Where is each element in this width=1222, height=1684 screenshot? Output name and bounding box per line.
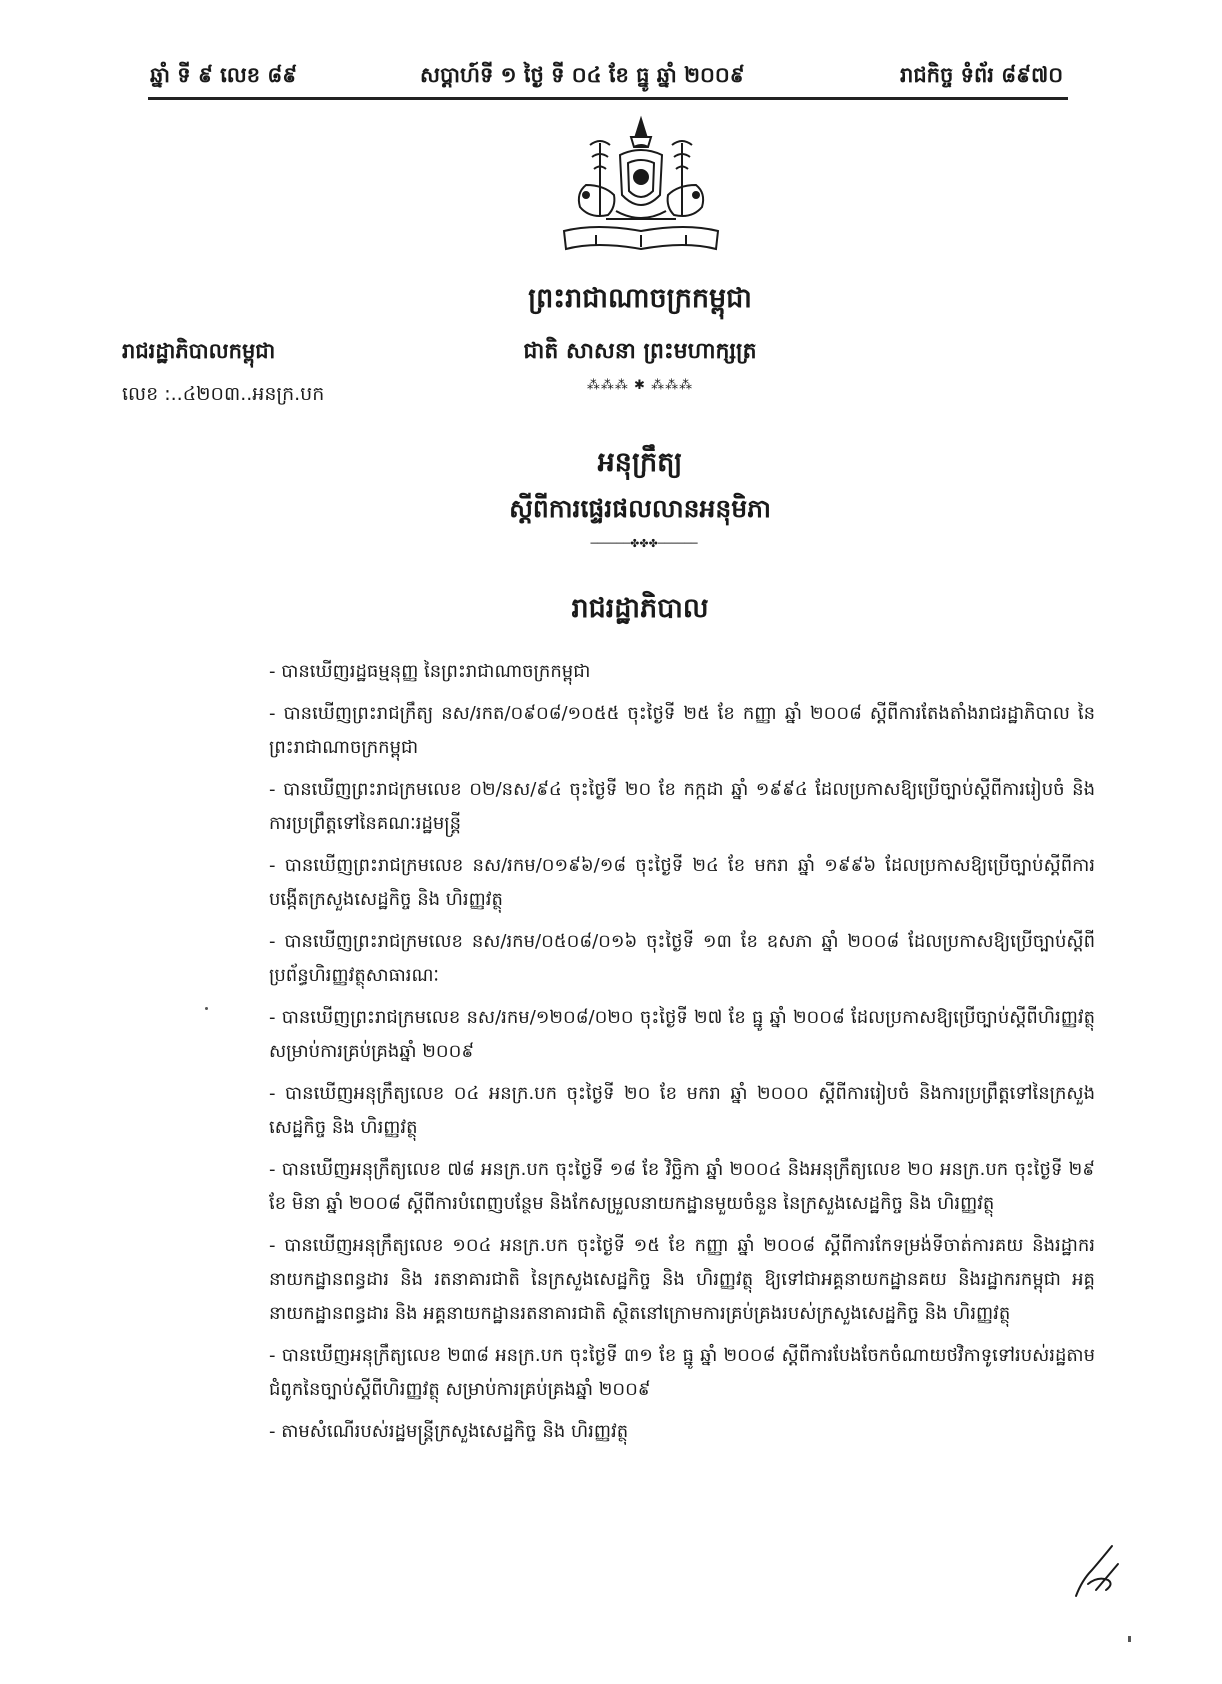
document-subtitle: ស្ដីពីការផ្ទេរផលលានអនុមិភា: [509, 494, 771, 523]
scan-speck: [205, 1007, 208, 1010]
preamble-item: - បានឃើញអនុក្រឹត្យលេខ ០៤ អនក្រ.បក ចុះថ្ងៃទី ២០ ខែ មករា ឆ្នាំ ២០០០ ស្ដីពីការរៀបចំ និងការប្រព្រឹត្តទៅនៃក្រសួងសេដ្ឋកិច្ច និង ហិរញ្ញវត្ថុ: [269, 1083, 1095, 1138]
authority-heading: រាជរដ្ឋាភិបាល: [571, 593, 709, 624]
header-volume-number: ឆ្នាំ ទី ៩ លេខ ៨៩: [150, 63, 298, 87]
preamble-item: - តាមសំណើរបស់រដ្ឋមន្ត្រីក្រសួងសេដ្ឋកិច្ច និង ហិរញ្ញវត្ថុ: [269, 1421, 629, 1442]
preamble-item: - បានឃើញអនុក្រឹត្យលេខ ៧៨ អនក្រ.បក ចុះថ្ងៃទី ១៨ ខែ វិច្ឆិកា ឆ្នាំ ២០០៤ និងអនុក្រឹត្យលេខ ២០ អនក្រ.បក ចុះថ្ងៃទី ២៩ ខែ មិនា ឆ្នាំ ២០០៨ ស្ដីពីការបំពេញបន្ថែម និងកែសម្រួលនាយកដ្ឋានមួយចំនួន នៃក្រសួងសេដ្ឋកិច្ច និង ហិរញ្ញវត្ថុ: [269, 1159, 1095, 1214]
issuing-government: រាជរដ្ឋាភិបាលកម្ពុជា: [122, 339, 276, 363]
preamble-item: - បានឃើញព្រះរាជក្រមលេខ នស/រកម/១២០៨/០២០ ចុះថ្ងៃទី ២៧ ខែ ធ្នូ ឆ្នាំ ២០០៨ ដែលប្រកាសឱ្យប្រើច្បាប់ស្ដីពីហិរញ្ញវត្ថុ សម្រាប់ការគ្រប់គ្រងឆ្នាំ ២០០៩: [269, 1007, 1095, 1062]
preamble-item: - បានឃើញព្រះរាជក្រមលេខ នស/រកម/០៥០៨/០១៦ ចុះថ្ងៃទី ១៣ ខែ ឧសភា ឆ្នាំ ២០០៨ ដែលប្រកាសឱ្យប្រើច្បាប់ស្ដីពីប្រព័ន្ធហិរញ្ញវត្ថុសាធារណៈ: [269, 931, 1095, 986]
document-number: លេខ :..៤២០៣..អនក្រ.បក: [122, 383, 325, 405]
preamble-item: - បានឃើញអនុក្រឹត្យលេខ ១០៤ អនក្រ.បក ចុះថ្ងៃទី ១៥ ខែ កញ្ញា ឆ្នាំ ២០០៨ ស្ដីពីការកែទម្រង់ទីចាត់ការគយ និងរដ្ឋាករ នាយកដ្ឋានពន្ធដារ និង រតនាគារជាតិ នៃក្រសួងសេដ្ឋកិច្ច និង ហិរញ្ញវត្ថុ ឱ្យទៅជាអគ្គនាយកដ្ឋានគយ និងរដ្ឋាករកម្ពុជា អគ្គនាយកដ្ឋានពន្ធដារ និង អគ្គនាយកដ្ឋានរតនាគារជាតិ ស្ថិតនៅក្រោមការគ្រប់គ្រងរបស់ក្រសួងសេដ្ឋកិច្ច និង ហិរញ្ញវត្ថុ: [269, 1235, 1095, 1324]
header-date: សប្ដាហ៍ទី ១ ថ្ងៃ ទី ០៤ ខែ ធ្នូ ឆ្នាំ ២០០៩: [420, 63, 745, 87]
preamble-item: - បានឃើញព្រះរាជក្រមលេខ ០២/នស/៩៤ ចុះថ្ងៃទី ២០ ខែ កក្កដា ឆ្នាំ ១៩៩៤ ដែលប្រកាសឱ្យប្រើច្បាប់ស្ដីពីការរៀបចំ និងការប្រព្រឹត្តទៅនៃគណៈរដ្ឋមន្ត្រី: [269, 779, 1095, 834]
header-page-number: រាជកិច្ច ទំព័រ ៨៩៧០: [900, 63, 1064, 87]
motto-ornament: ⁂⁂⁂ ✱ ⁂⁂⁂: [586, 378, 694, 393]
header-divider: [148, 97, 1068, 100]
document-title: អនុក្រឹត្យ: [597, 447, 683, 478]
preamble-item: - បានឃើញព្រះរាជក្រឹត្យ នស/រកត/០៩០៨/១០៥៥ ចុះថ្ងៃទី ២៥ ខែ កញ្ញា ឆ្នាំ ២០០៨ ស្ដីពីការតែងតាំងរាជរដ្ឋាភិបាល នៃព្រះរាជាណាចក្រកម្ពុជា: [269, 703, 1095, 758]
preamble-list: [245, 655, 1095, 1457]
initials-signature-icon: [1068, 1540, 1128, 1600]
royal-emblem-icon: [556, 115, 726, 265]
title-ornament: ──────✤✤✤──────: [590, 537, 698, 550]
preamble-item: - បានឃើញអនុក្រឹត្យលេខ ២៣៨ អនក្រ.បក ចុះថ្ងៃទី ៣១ ខែ ធ្នូ ឆ្នាំ ២០០៨ ស្ដីពីការបែងចែកចំណាយថវិកាទូទៅរបស់រដ្ឋតាមជំពូកនៃច្បាប់ស្ដីពីហិរញ្ញវត្ថុ សម្រាប់ការគ្រប់គ្រងឆ្នាំ ២០០៩: [269, 1345, 1095, 1400]
scan-speck: [1128, 1636, 1131, 1642]
kingdom-name: ព្រះរាជាណាចក្រកម្ពុជា: [528, 283, 752, 314]
preamble-item: - បានឃើញព្រះរាជក្រមលេខ នស/រកម/០១៩៦/១៨ ចុះថ្ងៃទី ២៤ ខែ មករា ឆ្នាំ ១៩៩៦ ដែលប្រកាសឱ្យប្រើច្បាប់ស្ដីពីការបង្កើតក្រសួងសេដ្ឋកិច្ច និង ហិរញ្ញវត្ថុ: [269, 855, 1095, 910]
preamble-item: - បានឃើញរដ្ឋធម្មនុញ្ញ នៃព្រះរាជាណាចក្រកម្ពុជា: [269, 661, 591, 682]
national-motto: ជាតិ សាសនា ព្រះមហាក្សត្រ: [523, 338, 757, 364]
